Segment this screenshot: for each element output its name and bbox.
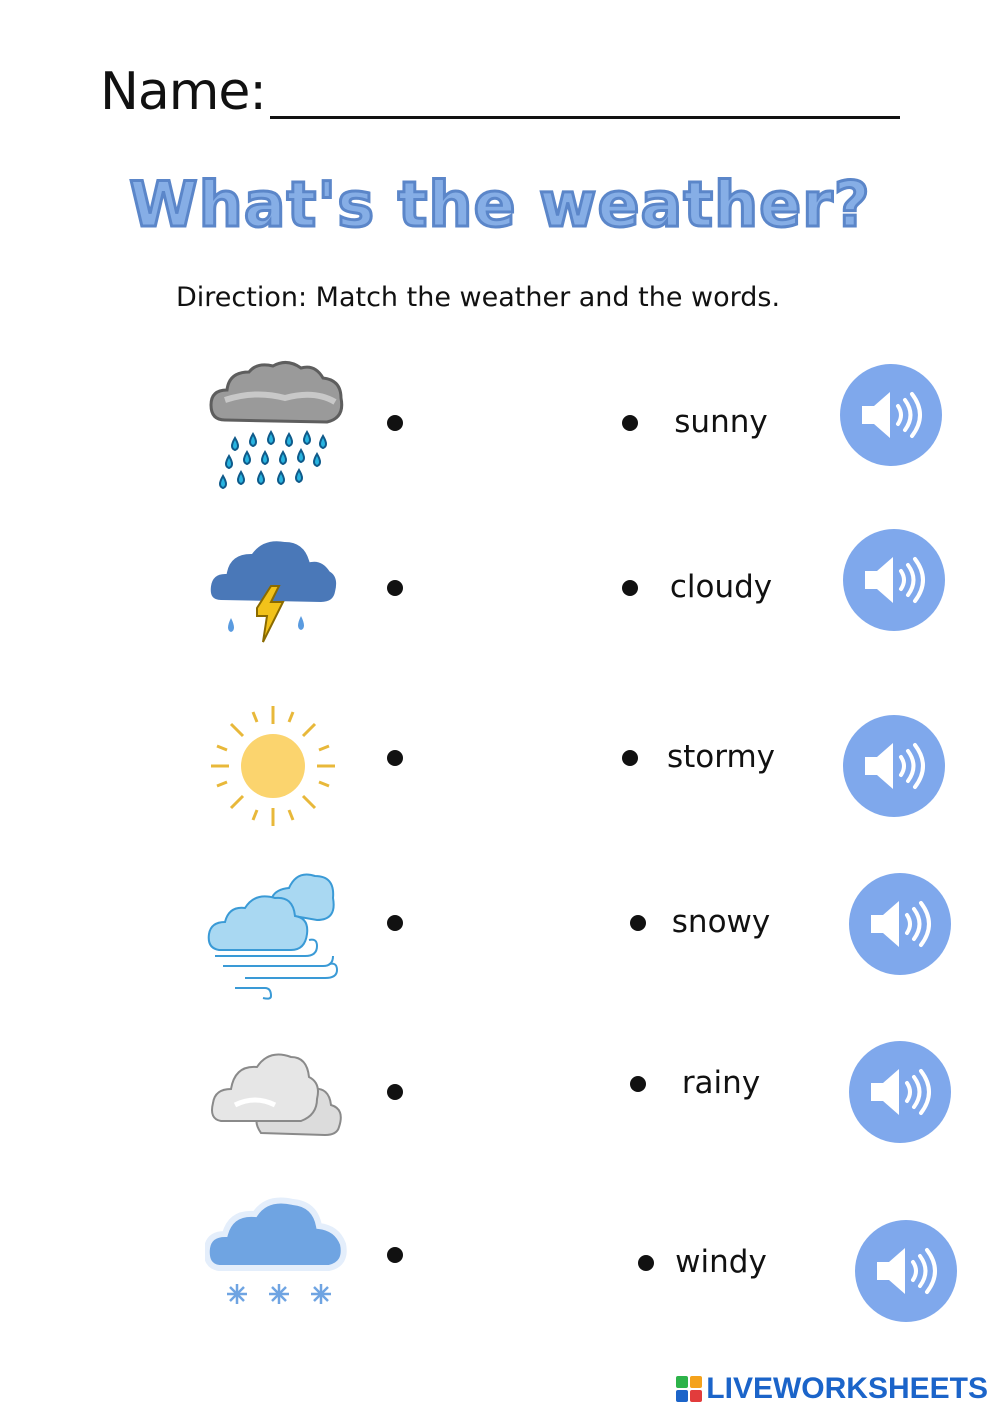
word-dot-2[interactable] [622,580,638,596]
direction-text: Direction: Match the weather and the words. [176,282,781,313]
logo-mark-icon [676,1376,702,1402]
audio-button-6[interactable] [855,1220,957,1322]
gray-clouds-icon [205,1035,355,1175]
word-label: snowy [671,904,771,940]
snow-cloud-icon [205,1190,355,1330]
name-row [100,62,900,132]
picture-dot-4[interactable] [387,915,403,931]
word-label: stormy [666,739,775,775]
speaker-icon [855,1220,957,1322]
word-dot-1[interactable] [622,415,638,431]
name-label: Name: [100,62,266,122]
speaker-icon [849,873,951,975]
picture-dot-1[interactable] [387,415,403,431]
word-label: rainy [681,1065,761,1101]
speaker-icon [849,1041,951,1143]
word-label: windy [675,1244,767,1280]
word-dot-3[interactable] [622,750,638,766]
page-title: What's the weather? [129,168,871,241]
audio-button-3[interactable] [843,715,945,817]
speaker-icon [840,364,942,466]
picture-dot-3[interactable] [387,750,403,766]
word-label: cloudy [669,569,773,605]
logo-text: LIVEWORKSHEETS [706,1372,988,1405]
picture-dot-2[interactable] [387,580,403,596]
wind-cloud-icon [205,862,355,1002]
name-line[interactable] [270,116,900,119]
liveworksheets-logo [676,1372,988,1406]
word-label: sunny [674,404,768,440]
audio-button-2[interactable] [843,529,945,631]
picture-dot-6[interactable] [387,1247,403,1263]
sun-icon [205,700,355,840]
audio-button-4[interactable] [849,873,951,975]
picture-dot-5[interactable] [387,1084,403,1100]
storm-cloud-icon [205,530,355,670]
rain-cloud-icon [205,360,355,500]
audio-button-5[interactable] [849,1041,951,1143]
audio-button-1[interactable] [840,364,942,466]
speaker-icon [843,529,945,631]
speaker-icon [843,715,945,817]
